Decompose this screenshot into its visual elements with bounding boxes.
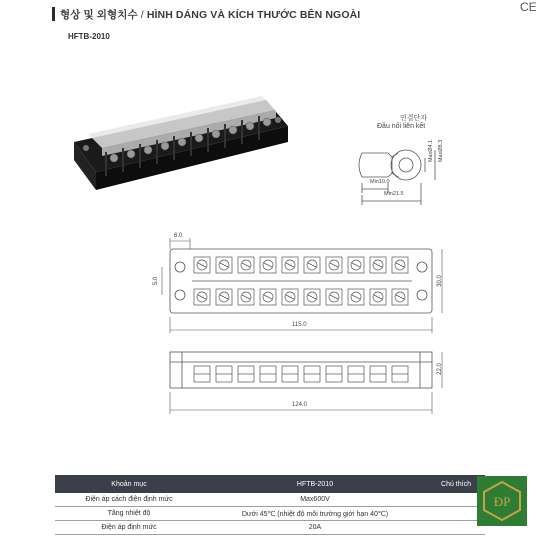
dim-max8: MaxØ8.3 bbox=[438, 139, 445, 163]
front-terminal-screw bbox=[216, 257, 232, 273]
side-terminal-block bbox=[238, 366, 254, 382]
front-terminal-screw bbox=[326, 289, 342, 305]
table-row bbox=[55, 521, 485, 535]
dim-height: 30.0 bbox=[436, 275, 443, 287]
side-terminal-block bbox=[282, 366, 298, 382]
side-terminal-block bbox=[392, 366, 408, 382]
col-header-model: HFTB-2010 bbox=[203, 475, 427, 493]
header-accent-bar bbox=[52, 7, 55, 21]
row-name: Tăng nhiệt độ bbox=[55, 507, 203, 521]
spec-table-header-row bbox=[55, 475, 485, 493]
table-row bbox=[55, 493, 485, 507]
side-terminal-block bbox=[348, 366, 364, 382]
dim-width: 115.0 bbox=[292, 322, 307, 328]
table-row bbox=[55, 507, 485, 521]
front-terminal-screw bbox=[392, 289, 408, 305]
section-title-separator: / bbox=[137, 8, 147, 21]
section-title bbox=[60, 7, 360, 22]
front-terminal-screw bbox=[304, 289, 320, 305]
front-terminal-screw bbox=[282, 289, 298, 305]
side-view-svg bbox=[152, 342, 452, 422]
side-terminal-block bbox=[370, 366, 386, 382]
front-terminal-screw bbox=[392, 257, 408, 273]
brand-logo-icon bbox=[477, 476, 527, 526]
front-terminal-screw bbox=[282, 257, 298, 273]
col-header-note: Chú thích bbox=[427, 475, 485, 493]
side-dim-height: 22.0 bbox=[436, 363, 443, 375]
model-label: HFTB-2010 bbox=[68, 32, 110, 41]
side-terminal-block bbox=[326, 366, 342, 382]
row-value: 20A bbox=[203, 521, 427, 535]
front-terminal-screw bbox=[194, 289, 210, 305]
front-terminal-screw bbox=[370, 289, 386, 305]
front-terminal-screw bbox=[326, 257, 342, 273]
dim-min21: Min21.5 bbox=[384, 191, 404, 197]
front-terminal-screw bbox=[238, 257, 254, 273]
row-name: Điện áp cách điện định mức bbox=[55, 493, 203, 507]
side-terminal-block bbox=[216, 366, 232, 382]
front-terminal-screw bbox=[260, 257, 276, 273]
spec-table bbox=[55, 475, 485, 535]
row-value: Dưới 45℃ (nhiệt độ môi trường giới hạn 40℃) bbox=[203, 507, 427, 521]
section-header bbox=[52, 6, 360, 22]
side-terminal-block bbox=[304, 366, 320, 382]
front-terminal-screw bbox=[238, 289, 254, 305]
front-terminal-screw bbox=[304, 257, 320, 273]
front-view-drawing bbox=[152, 233, 452, 338]
front-terminal-screw bbox=[194, 257, 210, 273]
front-terminal-screw bbox=[348, 289, 364, 305]
dim-min10: Min10.0 bbox=[370, 179, 390, 185]
side-terminal-block bbox=[260, 366, 276, 382]
dim-pitch: 6.0 bbox=[174, 233, 183, 239]
side-terminal-block bbox=[194, 366, 210, 382]
front-terminal-screw bbox=[260, 289, 276, 305]
front-terminal-screw bbox=[348, 257, 364, 273]
side-view-drawing bbox=[152, 342, 452, 422]
side-dim-length: 124.0 bbox=[292, 402, 308, 408]
section-title-vi: HÌNH DÁNG VÀ KÍCH THƯỚC BÊN NGOÀI bbox=[146, 8, 361, 21]
row-name: Điện áp định mức bbox=[55, 521, 203, 535]
ce-mark: CE bbox=[520, 0, 537, 14]
dim-max11: MaxØ4.1 bbox=[428, 139, 435, 163]
terminal-label-ko: 연결단자 bbox=[400, 115, 428, 122]
terminal-label-vi: Đầu nối liên kết bbox=[377, 123, 426, 130]
logo-text: ĐP bbox=[493, 494, 511, 509]
row-value: Max600V bbox=[203, 493, 427, 507]
dim-side: 5.0 bbox=[153, 276, 160, 286]
section-title-ko: 형상 및 외형치수 bbox=[60, 8, 138, 21]
col-header-item: Khoản mục bbox=[55, 475, 203, 493]
product-photo bbox=[66, 86, 296, 196]
front-terminal-screw bbox=[216, 289, 232, 305]
front-terminal-screw bbox=[370, 257, 386, 273]
